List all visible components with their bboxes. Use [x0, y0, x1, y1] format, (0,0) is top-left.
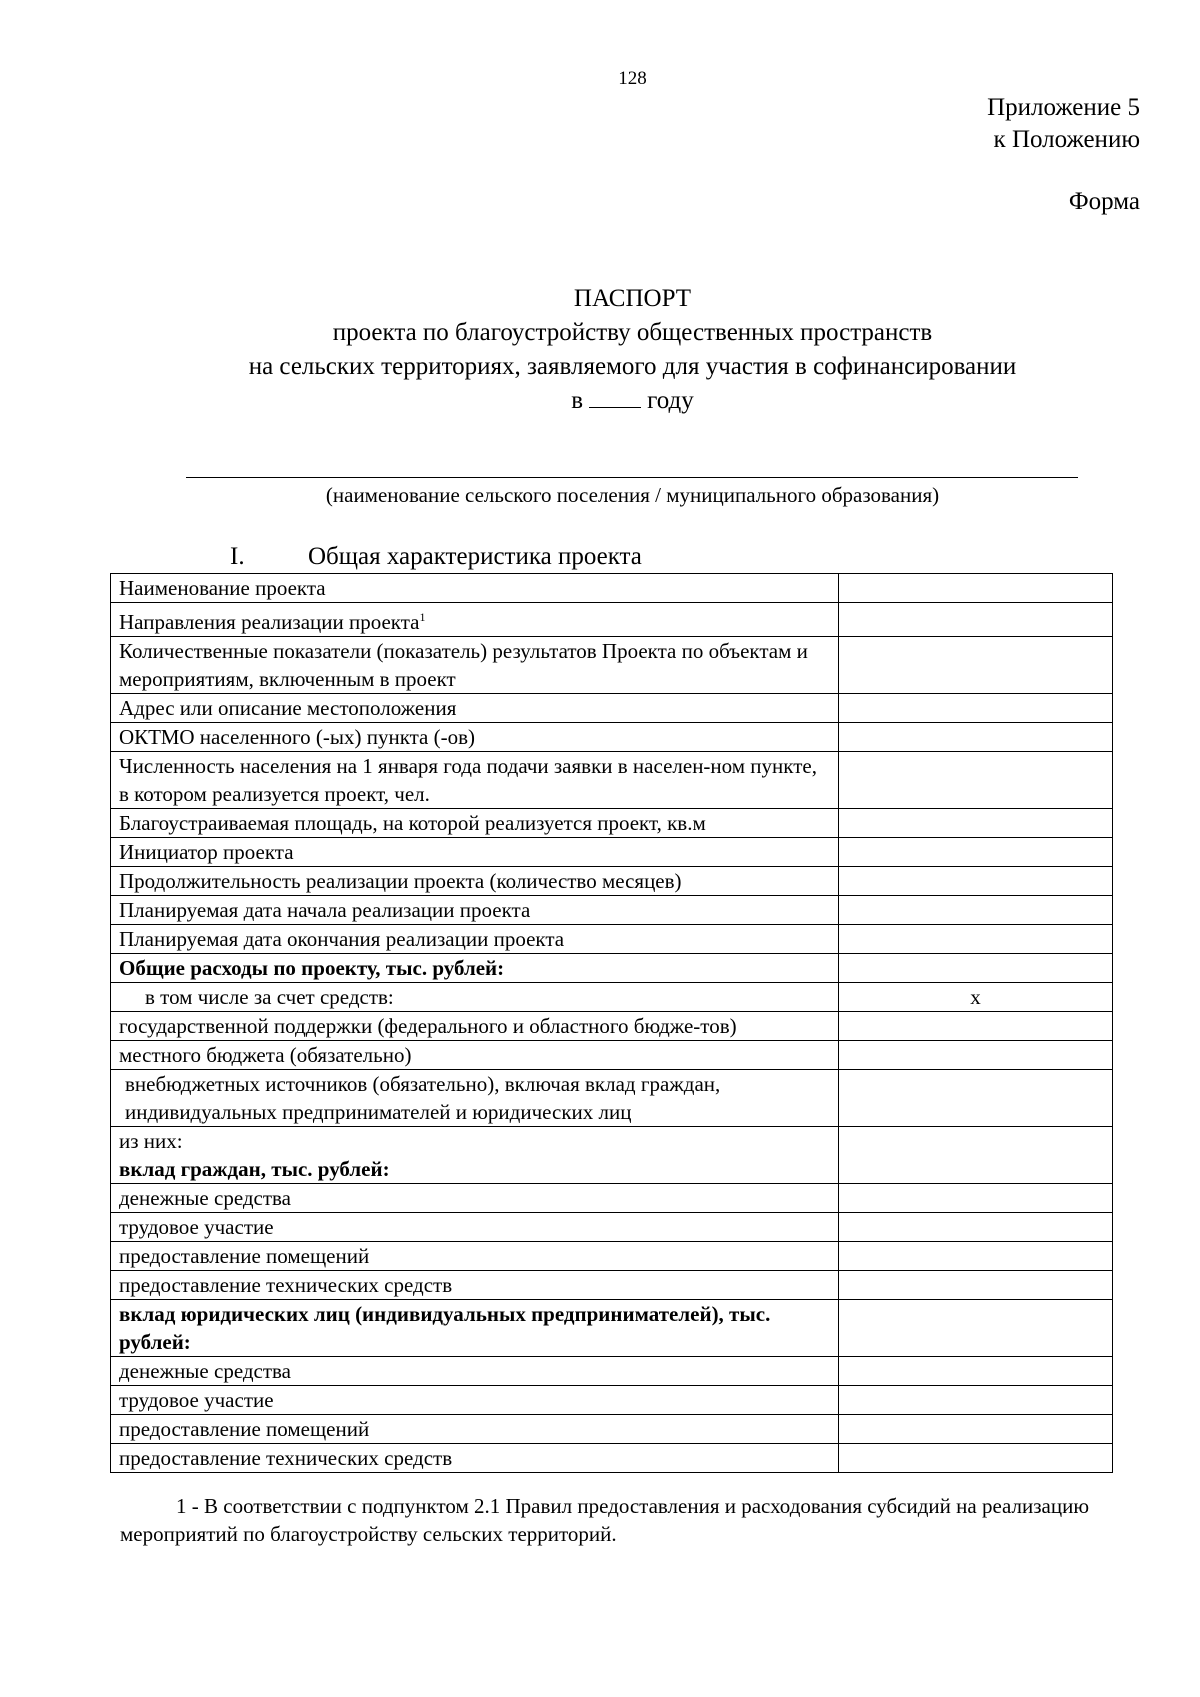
settlement-name-line[interactable] — [186, 477, 1078, 478]
row-value-cell[interactable] — [839, 752, 1113, 809]
row-label-text: трудовое участие — [119, 1215, 274, 1239]
row-label-text: предоставление помещений — [119, 1417, 370, 1441]
row-value-cell[interactable] — [839, 1041, 1113, 1070]
table-row — [111, 1242, 1113, 1271]
row-label-text: Благоустраиваемая площадь, на которой реализуется проект, кв.м — [119, 811, 706, 835]
row-value-cell[interactable] — [839, 925, 1113, 954]
appendix-reference — [987, 92, 1140, 156]
row-label — [111, 1357, 839, 1386]
row-label-text: трудовое участие — [119, 1388, 274, 1412]
table-row — [111, 603, 1113, 637]
row-label-text: государственной поддержки (федерального и областного бюдже-тов) — [119, 1014, 737, 1038]
table-row — [111, 637, 1113, 694]
title-line-2: проекта по благоустройству общественных пространств — [332, 319, 933, 346]
table-row — [111, 1184, 1113, 1213]
title-main: ПАСПОРТ — [573, 285, 692, 312]
row-label-text: предоставление помещений — [119, 1244, 370, 1268]
table-row — [111, 925, 1113, 954]
table-row — [111, 1012, 1113, 1041]
row-label-text: ОКТМО населенного (-ых) пункта (-ов) — [119, 725, 476, 749]
row-label — [111, 1271, 839, 1300]
row-label — [111, 954, 839, 983]
row-value-cell[interactable]: x — [839, 983, 1113, 1012]
row-label — [111, 1184, 839, 1213]
row-value-cell[interactable] — [839, 954, 1113, 983]
row-value-cell[interactable] — [839, 809, 1113, 838]
document-title — [0, 282, 1200, 418]
row-label-text: в том числе за счет средств: — [145, 985, 394, 1009]
row-label-text: Наименование проекта — [119, 576, 326, 600]
table-row — [111, 1271, 1113, 1300]
table-row — [111, 1070, 1113, 1127]
row-value-cell[interactable] — [839, 867, 1113, 896]
row-label — [111, 603, 839, 637]
row-label-text: денежные средства — [119, 1186, 291, 1210]
row-label — [111, 867, 839, 896]
row-value-cell[interactable] — [839, 1070, 1113, 1127]
row-label — [111, 574, 839, 603]
table-row — [111, 1415, 1113, 1444]
row-value-cell[interactable] — [839, 1127, 1113, 1184]
row-label — [111, 1012, 839, 1041]
row-label — [111, 809, 839, 838]
row-label-text: Планируемая дата окончания реализации проекта — [119, 927, 565, 951]
year-prefix: в — [571, 387, 584, 414]
row-label-bold-text: вклад граждан, тыс. рублей: — [119, 1157, 390, 1181]
table-row — [111, 752, 1113, 809]
footnote-marker: 1 — [419, 610, 426, 624]
table-row — [111, 694, 1113, 723]
row-label — [111, 925, 839, 954]
row-value-cell[interactable] — [839, 1357, 1113, 1386]
row-value-cell[interactable] — [839, 574, 1113, 603]
row-label-text: Численность населения на 1 января года подачи заявки в населен-ном пункте, в котором реализуется проект, чел. — [119, 754, 817, 806]
row-label-text: предоставление технических средств — [119, 1273, 453, 1297]
table-row — [111, 983, 1113, 1012]
title-line-3: на сельских территориях, заявляемого для участия в софинансировании — [248, 353, 1017, 380]
row-label — [111, 1386, 839, 1415]
table-row — [111, 574, 1113, 603]
row-label — [111, 1415, 839, 1444]
row-value-cell[interactable] — [839, 1386, 1113, 1415]
row-value-cell[interactable] — [839, 1184, 1113, 1213]
row-value-cell[interactable] — [839, 1271, 1113, 1300]
row-label-text: Инициатор проекта — [119, 840, 294, 864]
table-row — [111, 896, 1113, 925]
row-label — [111, 723, 839, 752]
project-characteristics-table — [110, 573, 1113, 1473]
row-label — [111, 983, 839, 1012]
page-number: 128 — [618, 68, 647, 89]
appendix-line-1: Приложение 5 — [987, 94, 1140, 121]
row-label-text: Планируемая дата начала реализации проекта — [119, 898, 531, 922]
year-suffix: году — [647, 387, 694, 414]
title-year-line — [0, 384, 1200, 418]
row-label — [111, 1242, 839, 1271]
row-label — [111, 1444, 839, 1473]
row-label-text: Адрес или описание местоположения — [119, 696, 457, 720]
row-label-text: предоставление технических средств — [119, 1446, 453, 1470]
row-label — [111, 752, 839, 809]
row-value-cell[interactable] — [839, 1213, 1113, 1242]
row-value-cell[interactable] — [839, 1242, 1113, 1271]
footnote: 1 - В соответствии с подпунктом 2.1 Правил предоставления и расходования субсидий на реализацию мероприятий по благоустройству сельских территорий. — [120, 1494, 1090, 1546]
row-label-text: вклад юридических лиц (индивидуальных предпринимателей), тыс. рублей: — [119, 1302, 771, 1354]
row-label-text: из них: — [119, 1129, 183, 1153]
table-row — [111, 1444, 1113, 1473]
row-label-text: внебюджетных источников (обязательно), включая вклад граждан, индивидуальных предпринимателей и юридических лиц — [125, 1072, 721, 1124]
table-row — [111, 1300, 1113, 1357]
row-label-text: Продолжительность реализации проекта (количество месяцев) — [119, 869, 682, 893]
row-label — [111, 1213, 839, 1242]
row-label — [111, 1070, 839, 1127]
section-heading — [230, 543, 642, 571]
appendix-line-2: к Положению — [993, 126, 1140, 153]
table-row — [111, 1386, 1113, 1415]
row-value-cell[interactable] — [839, 637, 1113, 694]
row-label-text: местного бюджета (обязательно) — [119, 1043, 412, 1067]
table-row — [111, 1041, 1113, 1070]
row-label-text: Общие расходы по проекту, тыс. рублей: — [119, 956, 505, 980]
year-blank-field[interactable] — [589, 385, 641, 408]
row-value-cell[interactable] — [839, 603, 1113, 637]
row-label — [111, 637, 839, 694]
table-row — [111, 867, 1113, 896]
row-label-text: денежные средства — [119, 1359, 291, 1383]
row-label — [111, 896, 839, 925]
row-value-cell[interactable] — [839, 838, 1113, 867]
row-label — [111, 838, 839, 867]
section-title: Общая характеристика проекта — [308, 543, 642, 570]
section-number: I. — [230, 543, 245, 570]
table-row — [111, 1213, 1113, 1242]
row-label-text: Количественные показатели (показатель) результатов Проекта по объектам и мероприятиям, включенным в проект — [119, 639, 808, 691]
table-row — [111, 954, 1113, 983]
row-value-cell[interactable] — [839, 896, 1113, 925]
row-label — [111, 694, 839, 723]
row-label — [111, 1127, 839, 1184]
row-value-cell[interactable] — [839, 1012, 1113, 1041]
row-value-cell[interactable] — [839, 723, 1113, 752]
table-row — [111, 1127, 1113, 1184]
table-row — [111, 723, 1113, 752]
settlement-name-caption: (наименование сельского поселения / муниципального образования) — [325, 483, 940, 507]
row-value-cell[interactable] — [839, 1444, 1113, 1473]
table-row — [111, 1357, 1113, 1386]
row-label — [111, 1041, 839, 1070]
row-value-cell[interactable] — [839, 1300, 1113, 1357]
table-row — [111, 838, 1113, 867]
row-label-text: Направления реализации проекта — [119, 610, 420, 634]
row-value-cell[interactable] — [839, 1415, 1113, 1444]
row-value-cell[interactable] — [839, 694, 1113, 723]
row-label — [111, 1300, 839, 1357]
table-row — [111, 809, 1113, 838]
form-label: Форма — [1068, 188, 1140, 215]
